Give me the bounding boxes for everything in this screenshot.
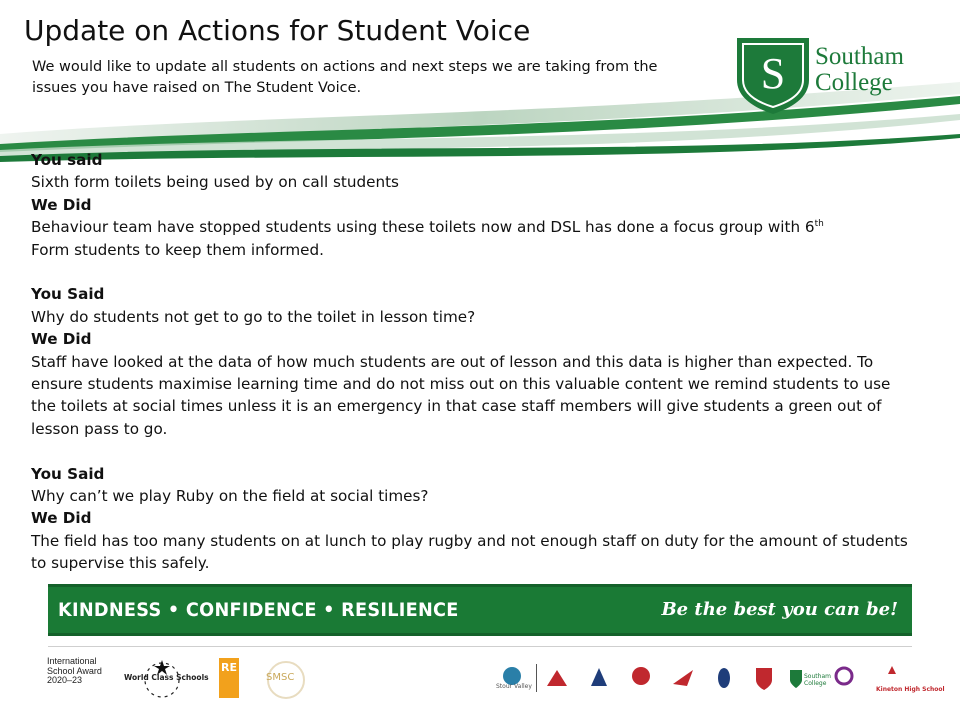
stour-valley-text: Stour Valley — [496, 683, 532, 690]
logo-letter: S — [760, 49, 786, 98]
we-did-text-part: Behaviour team have stopped students using these toilets now and DSL has done a focus group with 6 — [31, 218, 815, 237]
student-voice-updates — [31, 149, 911, 575]
smsc-logo-text: SMSC — [266, 672, 295, 683]
partner-school-logo — [587, 664, 611, 694]
we-did-label: We Did — [31, 330, 92, 349]
partner-school-logo — [712, 664, 736, 694]
award-line2: School Award — [47, 665, 102, 676]
world-class-schools-text: World Class Schools — [124, 673, 209, 682]
we-did-label: We Did — [31, 509, 92, 528]
partner-school-logo — [671, 664, 695, 694]
we-did-text: Staff have looked at the data of how much students are out of lesson and this data is higher than expected. To ensure students maximise learning time and do not miss out on this valuable content we remind students to use the toilets at social times unless it is an emergency in that case staff members will give students a green out of lesson pass to go. — [31, 352, 891, 438]
partner-divider — [536, 664, 537, 692]
you-said-text: Sixth form toilets being used by on call students — [31, 173, 399, 192]
award-line1: International — [47, 656, 97, 666]
page-title: Update on Actions for Student Voice — [24, 14, 531, 47]
we-did-text — [31, 216, 911, 261]
values-banner — [48, 584, 912, 636]
logo-wordmark — [815, 44, 904, 96]
southam-college-small-text: Southam College — [804, 673, 831, 687]
international-school-award-logo — [47, 657, 102, 686]
school-motto: Be the best you can be! — [661, 599, 898, 620]
you-said-label: You Said — [31, 285, 105, 304]
re-quality-mark-logo: RE — [219, 658, 239, 698]
we-did-text-part: Form students to keep them informed. — [31, 240, 324, 259]
we-did-text: The field has too many students on at lunch to play rugby and not enough staff on duty for the amount of students to supervise this safely. — [31, 531, 908, 573]
you-said-label: You said — [31, 151, 103, 169]
ordinal-suffix: th — [814, 219, 824, 230]
partner-school-logo — [832, 664, 856, 694]
kineton-text: Kineton High School — [876, 686, 945, 693]
you-said-label: You Said — [31, 464, 105, 483]
we-did-label: We Did — [31, 195, 92, 214]
you-said-text: Why do students not get to go to the toilet in lesson time? — [31, 307, 476, 326]
footer-divider — [48, 646, 912, 647]
partner-school-logo — [629, 664, 653, 694]
you-said-text: Why can’t we play Ruby on the field at social times? — [31, 487, 429, 506]
logo-name-line1: Southam — [815, 43, 904, 70]
partner-school-logo — [752, 664, 776, 694]
logo-name-line2: College — [815, 69, 893, 96]
school-values: KINDNESS • CONFIDENCE • RESILIENCE — [58, 599, 459, 621]
award-line3: 2020–23 — [47, 675, 83, 685]
intro-text: We would like to update all students on actions and next steps we are taking from the issues you have raised on The Student Voice. — [32, 59, 658, 96]
partner-school-logo — [545, 664, 569, 694]
